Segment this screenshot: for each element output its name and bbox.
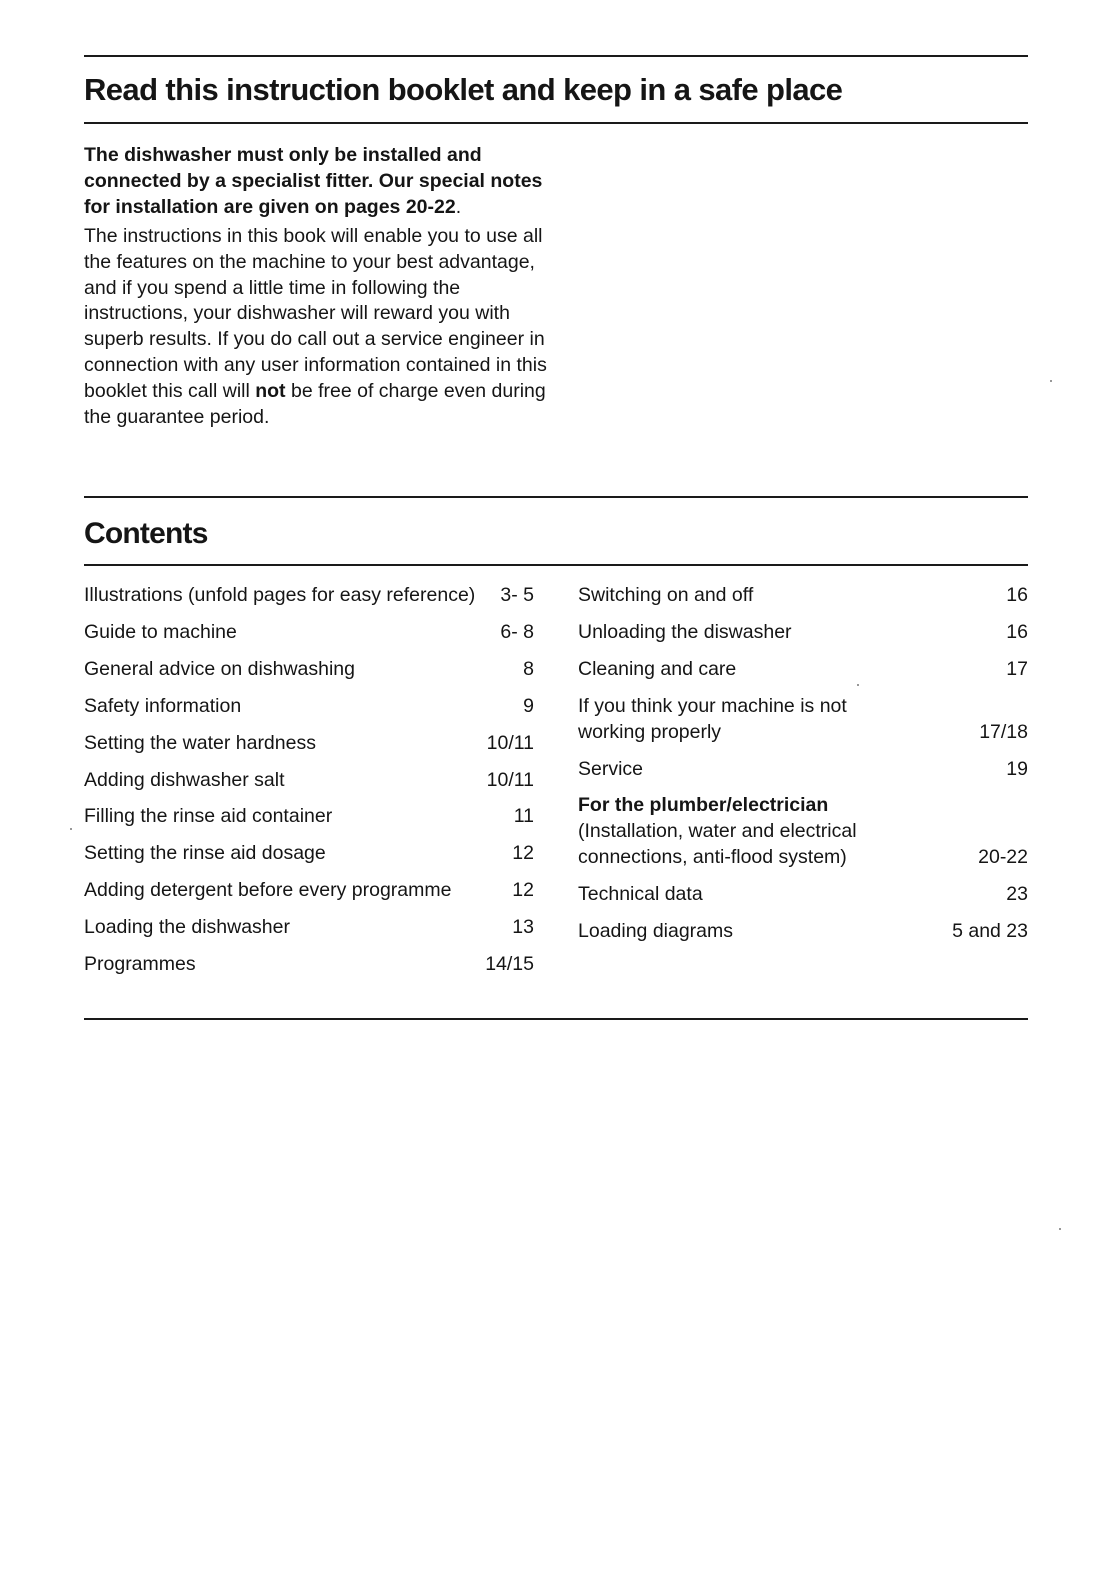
toc-entry: [578, 882, 1028, 908]
intro-rule: [84, 496, 1028, 498]
toc-entry-pages: 6- 8: [500, 620, 534, 643]
toc-entry-title: Unloading the diswasher: [578, 620, 792, 643]
toc-entry-pages: 3- 5: [500, 584, 534, 606]
toc-entry: [84, 694, 534, 720]
toc-entry-pages: 20-22: [978, 846, 1028, 869]
toc-entry: [84, 583, 534, 609]
toc-entry-title: Setting the water hardness: [84, 731, 316, 754]
toc-entry-pages: 17/18: [979, 720, 1028, 743]
toc-entry-pages: 10/11: [486, 768, 534, 791]
toc-entry: [578, 919, 1028, 945]
toc-entry-pages: 10/11: [486, 731, 534, 754]
toc-entry-title: Programmes: [84, 953, 196, 976]
toc-entry-title: Technical data: [578, 883, 703, 906]
toc-entry: [578, 583, 1028, 609]
toc-entry: [84, 804, 534, 830]
toc-entry-title: Illustrations (unfold pages for easy reference): [84, 584, 476, 606]
toc-entry: [578, 694, 1028, 746]
scan-speck: [1059, 1228, 1061, 1230]
toc-entry: [578, 757, 1028, 783]
intro-section: [84, 143, 554, 431]
toc-entry: [84, 952, 534, 978]
toc-entry-pages: 8: [523, 657, 534, 680]
toc-entry-title: Filling the rinse aid container: [84, 805, 333, 828]
toc-entry-title: If you think your machine is not working properly: [578, 694, 847, 743]
toc-entry: [84, 657, 534, 683]
installation-notice-text: The dishwasher must only be installed and connected by a specialist fitter. Our special notes for installation are given on pages 20-22: [84, 144, 543, 218]
toc-entry-pages: 16: [1006, 620, 1028, 643]
page-heading: Read this instruction booklet and keep in a safe place: [84, 72, 843, 107]
intro-paragraph: [84, 224, 554, 431]
toc-entry-block: [578, 793, 978, 871]
toc-entry: [84, 731, 534, 757]
installation-notice-tail: .: [455, 195, 462, 218]
toc-entry-pages: 16: [1006, 584, 1028, 606]
toc-entry-title: Service: [578, 757, 644, 780]
contents-left-column: [84, 583, 534, 989]
scan-speck: [70, 828, 72, 830]
toc-entry-pages: 5 and 23: [952, 920, 1028, 943]
scan-speck: [1050, 380, 1052, 382]
toc-entry: [84, 878, 534, 904]
toc-entry: [578, 793, 1028, 871]
toc-entry-pages: 17: [1006, 657, 1028, 680]
toc-entry: [84, 768, 534, 794]
toc-entry-pages: 12: [512, 879, 534, 902]
toc-entry-pages: 19: [1006, 757, 1028, 780]
toc-entry-pages: 14/15: [485, 953, 534, 976]
toc-entry-title: Adding detergent before every programme: [84, 879, 452, 902]
toc-entry: [578, 620, 1028, 646]
toc-entry: [578, 657, 1028, 683]
bottom-rule: [84, 1018, 1028, 1020]
toc-entry: [84, 841, 534, 867]
toc-entry-pages: 13: [512, 916, 534, 939]
toc-entry-pages: 12: [512, 842, 534, 865]
toc-entry-title: Adding dishwasher salt: [84, 768, 285, 791]
toc-entry-title: General advice on dishwashing: [84, 657, 356, 680]
toc-entry-title: (Installation, water and electrical connections, anti-flood system): [578, 820, 857, 869]
toc-entry-title-bold: For the plumber/electrician: [578, 794, 829, 817]
toc-entry-pages: 11: [513, 805, 534, 828]
contents-title: Contents: [84, 517, 208, 550]
toc-entry-pages: 9: [523, 694, 534, 717]
toc-entry-title: Loading diagrams: [578, 920, 734, 943]
intro-text-2: be free of charge even during the guarantee period.: [84, 380, 546, 429]
top-rule: [84, 55, 1028, 57]
scan-speck: [857, 684, 859, 686]
toc-entry-pages: 23: [1006, 883, 1028, 906]
toc-entry-title: Setting the rinse aid dosage: [84, 842, 326, 865]
toc-entry-title: Guide to machine: [84, 620, 237, 643]
toc-entry-title: Cleaning and care: [578, 657, 737, 680]
contents-right-column: [578, 583, 1028, 956]
toc-entry-title: Switching on and off: [578, 584, 754, 606]
installation-notice: [84, 143, 554, 221]
heading-rule: [84, 122, 1028, 124]
intro-text-1: The instructions in this book will enable you to use all the features on the machine to your best advantage, and if you spend a little time in following the instructions, your dishwasher will reward you with superb results. If you do call out a service engineer in connection with any user information contained in this booklet this call will: [84, 224, 547, 403]
intro-not-emphasis: not: [255, 380, 286, 403]
contents-rule: [84, 564, 1028, 566]
toc-entry: [84, 915, 534, 941]
toc-entry: [84, 620, 534, 646]
toc-entry-title: Safety information: [84, 694, 242, 717]
toc-entry-title: Loading the dishwasher: [84, 916, 290, 939]
